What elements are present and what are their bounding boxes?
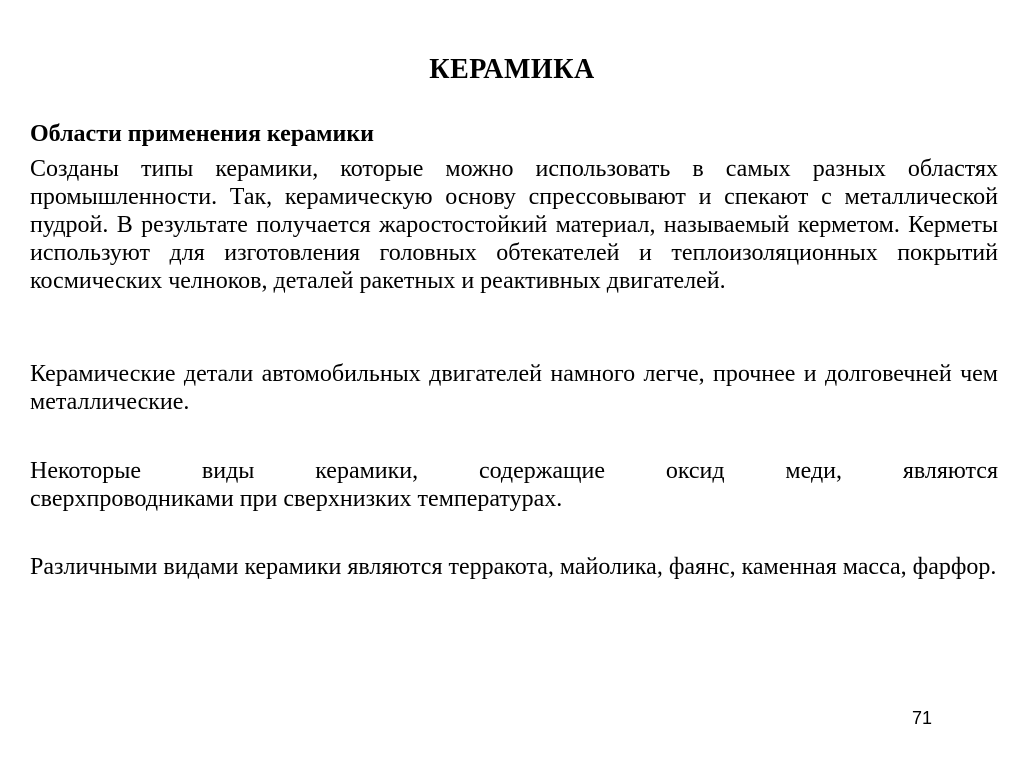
page-number: 71 — [912, 708, 933, 728]
paragraph-superconductors-line2: сверхпроводниками при сверхнизких температурах. — [30, 486, 563, 512]
paragraph-superconductors-line1: Некоторые виды керамики, содержащие оксид меди, являются — [30, 458, 998, 484]
paragraph-cermets: Созданы типы керамики, которые можно использовать в самых разных областях промышленности. Так, керамическую основу спрессовывают и спекают с металлической пудрой. В результате получается жаростостойкий материал, называемый керметом. Керметы используют для изготовления головных обтекателей и теплоизоляционных покрытий космических челноков, деталей ракетных и реактивных двигателей. — [30, 156, 998, 294]
paragraph-superconductors — [30, 457, 998, 513]
paragraph-ceramic-types: Различными видами керамики являются терракота, майолика, фаянс, каменная масса, фарфор. — [30, 554, 997, 580]
slide-title: КЕРАМИКА — [429, 54, 595, 85]
paragraph-engine-parts: Керамические детали автомобильных двигателей намного легче, прочнее и долговечней чем металлические. — [30, 361, 998, 415]
section-subtitle: Области применения керамики — [30, 121, 374, 147]
